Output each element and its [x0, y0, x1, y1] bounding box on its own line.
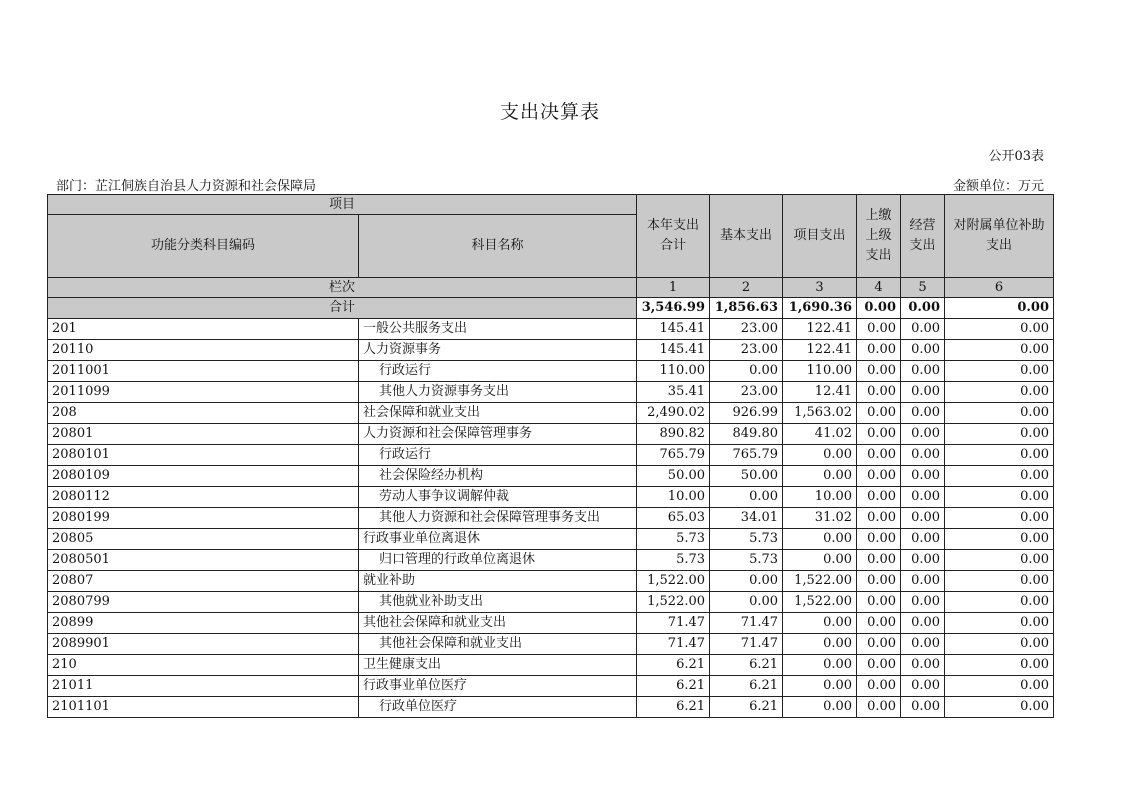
header-item: 项目 [48, 195, 637, 215]
column-number: 6 [945, 278, 1054, 298]
subject-code: 210 [48, 655, 359, 676]
subject-name: 行政事业单位医疗 [359, 676, 637, 697]
amount-cell: 5.73 [637, 529, 710, 550]
table-row [48, 634, 1054, 655]
amount-cell: 0.00 [857, 613, 901, 634]
amount-cell: 0.00 [857, 676, 901, 697]
subject-name: 其他就业补助支出 [359, 592, 637, 613]
amount-cell: 0.00 [783, 550, 857, 571]
amount-cell: 0.00 [857, 697, 901, 718]
table-row [48, 361, 1054, 382]
header-total: 本年支出合计 [637, 195, 710, 278]
amount-cell: 0.00 [710, 487, 783, 508]
subject-name: 社会保障和就业支出 [359, 403, 637, 424]
total-row [48, 298, 1054, 319]
expenditure-table [47, 194, 1054, 718]
total-value: 1,690.36 [783, 298, 857, 319]
amount-cell: 5.73 [710, 529, 783, 550]
subject-name: 就业补助 [359, 571, 637, 592]
amount-cell: 0.00 [901, 466, 945, 487]
amount-cell: 0.00 [857, 403, 901, 424]
header-subsidy: 对附属单位补助支出 [945, 195, 1054, 278]
amount-cell: 0.00 [857, 319, 901, 340]
amount-cell: 1,522.00 [637, 571, 710, 592]
table-row [48, 445, 1054, 466]
subject-name: 行政运行 [359, 361, 637, 382]
subject-name: 行政运行 [359, 445, 637, 466]
amount-cell: 0.00 [783, 655, 857, 676]
table-row [48, 382, 1054, 403]
subject-code: 2080112 [48, 487, 359, 508]
amount-cell: 765.79 [710, 445, 783, 466]
amount-cell: 0.00 [857, 466, 901, 487]
column-number: 3 [783, 278, 857, 298]
subject-code: 20110 [48, 340, 359, 361]
amount-cell: 0.00 [857, 529, 901, 550]
amount-cell: 0.00 [945, 529, 1054, 550]
subject-name: 其他社会保障和就业支出 [359, 613, 637, 634]
amount-cell: 71.47 [637, 613, 710, 634]
amount-cell: 0.00 [945, 508, 1054, 529]
amount-cell: 0.00 [857, 424, 901, 445]
subject-name: 人力资源和社会保障管理事务 [359, 424, 637, 445]
table-row [48, 508, 1054, 529]
amount-cell: 6.21 [710, 676, 783, 697]
total-value: 1,856.63 [710, 298, 783, 319]
subject-code: 21011 [48, 676, 359, 697]
subject-code: 20899 [48, 613, 359, 634]
amount-cell: 34.01 [710, 508, 783, 529]
amount-cell: 0.00 [857, 634, 901, 655]
amount-cell: 0.00 [857, 445, 901, 466]
table-row [48, 340, 1054, 361]
amount-cell: 0.00 [945, 550, 1054, 571]
amount-cell: 0.00 [857, 550, 901, 571]
amount-cell: 122.41 [783, 319, 857, 340]
table-row [48, 403, 1054, 424]
table-row [48, 655, 1054, 676]
amount-cell: 0.00 [945, 382, 1054, 403]
table-row [48, 487, 1054, 508]
subject-name: 人力资源事务 [359, 340, 637, 361]
amount-cell: 0.00 [945, 613, 1054, 634]
column-number: 5 [901, 278, 945, 298]
amount-cell: 50.00 [710, 466, 783, 487]
subject-code: 201 [48, 319, 359, 340]
amount-cell: 0.00 [901, 340, 945, 361]
amount-cell: 0.00 [945, 592, 1054, 613]
amount-cell: 1,522.00 [783, 571, 857, 592]
amount-cell: 0.00 [901, 634, 945, 655]
amount-cell: 0.00 [945, 655, 1054, 676]
table-row [48, 529, 1054, 550]
subject-name: 行政单位医疗 [359, 697, 637, 718]
column-number-label: 栏次 [48, 278, 637, 298]
subject-code: 20805 [48, 529, 359, 550]
subject-name: 其他社会保障和就业支出 [359, 634, 637, 655]
amount-cell: 6.21 [710, 697, 783, 718]
page-title: 支出决算表 [499, 101, 600, 123]
subject-name: 行政事业单位离退休 [359, 529, 637, 550]
amount-cell: 0.00 [901, 361, 945, 382]
amount-cell: 23.00 [710, 382, 783, 403]
amount-cell: 0.00 [901, 487, 945, 508]
table-row [48, 676, 1054, 697]
amount-cell: 5.73 [637, 550, 710, 571]
amount-cell: 0.00 [857, 655, 901, 676]
unit-label: 金额单位：万元 [952, 179, 1044, 194]
amount-cell: 6.21 [637, 655, 710, 676]
amount-cell: 23.00 [710, 340, 783, 361]
amount-cell: 1,563.02 [783, 403, 857, 424]
amount-cell: 0.00 [945, 424, 1054, 445]
amount-cell: 0.00 [901, 319, 945, 340]
header-row-item [48, 195, 1054, 215]
amount-cell: 0.00 [857, 571, 901, 592]
amount-cell: 0.00 [783, 697, 857, 718]
amount-cell: 0.00 [710, 571, 783, 592]
amount-cell: 6.21 [637, 676, 710, 697]
amount-cell: 0.00 [901, 403, 945, 424]
header-name: 科目名称 [359, 215, 637, 278]
amount-cell: 0.00 [945, 361, 1054, 382]
amount-cell: 41.02 [783, 424, 857, 445]
subject-code: 2101101 [48, 697, 359, 718]
amount-cell: 2,490.02 [637, 403, 710, 424]
amount-cell: 6.21 [637, 697, 710, 718]
header-code: 功能分类科目编码 [48, 215, 359, 278]
amount-cell: 849.80 [710, 424, 783, 445]
table-row [48, 424, 1054, 445]
amount-cell: 0.00 [901, 508, 945, 529]
amount-cell: 0.00 [901, 529, 945, 550]
table-row [48, 319, 1054, 340]
amount-cell: 0.00 [901, 550, 945, 571]
amount-cell: 0.00 [945, 466, 1054, 487]
amount-cell: 0.00 [857, 592, 901, 613]
header-project: 项目支出 [783, 195, 857, 278]
subject-code: 2011001 [48, 361, 359, 382]
amount-cell: 71.47 [710, 634, 783, 655]
total-value: 3,546.99 [637, 298, 710, 319]
total-label: 合计 [48, 298, 637, 319]
amount-cell: 0.00 [857, 382, 901, 403]
amount-cell: 0.00 [783, 676, 857, 697]
amount-cell: 65.03 [637, 508, 710, 529]
subject-name: 一般公共服务支出 [359, 319, 637, 340]
subject-code: 208 [48, 403, 359, 424]
amount-cell: 0.00 [901, 382, 945, 403]
amount-cell: 0.00 [710, 592, 783, 613]
amount-cell: 110.00 [637, 361, 710, 382]
amount-cell: 12.41 [783, 382, 857, 403]
amount-cell: 1,522.00 [783, 592, 857, 613]
table-row [48, 592, 1054, 613]
amount-cell: 765.79 [637, 445, 710, 466]
amount-cell: 145.41 [637, 319, 710, 340]
subject-name: 卫生健康支出 [359, 655, 637, 676]
subject-code: 2080109 [48, 466, 359, 487]
amount-cell: 122.41 [783, 340, 857, 361]
subject-code: 2080101 [48, 445, 359, 466]
subject-code: 2080501 [48, 550, 359, 571]
total-value: 0.00 [857, 298, 901, 319]
amount-cell: 0.00 [901, 571, 945, 592]
total-value: 0.00 [945, 298, 1054, 319]
amount-cell: 71.47 [710, 613, 783, 634]
subject-name: 其他人力资源事务支出 [359, 382, 637, 403]
column-number: 4 [857, 278, 901, 298]
amount-cell: 0.00 [945, 340, 1054, 361]
subject-code: 2080799 [48, 592, 359, 613]
amount-cell: 0.00 [945, 487, 1054, 508]
amount-cell: 0.00 [783, 466, 857, 487]
amount-cell: 0.00 [783, 529, 857, 550]
total-value: 0.00 [901, 298, 945, 319]
subject-name: 社会保险经办机构 [359, 466, 637, 487]
amount-cell: 0.00 [783, 634, 857, 655]
table-row [48, 571, 1054, 592]
amount-cell: 0.00 [857, 361, 901, 382]
column-number: 2 [710, 278, 783, 298]
header-basic: 基本支出 [710, 195, 783, 278]
subject-name: 归口管理的行政单位离退休 [359, 550, 637, 571]
header-operating: 经营支出 [901, 195, 945, 278]
table-row [48, 697, 1054, 718]
amount-cell: 0.00 [945, 697, 1054, 718]
amount-cell: 890.82 [637, 424, 710, 445]
subject-code: 20801 [48, 424, 359, 445]
amount-cell: 110.00 [783, 361, 857, 382]
column-number-row [48, 278, 1054, 298]
amount-cell: 0.00 [901, 676, 945, 697]
subject-code: 2080199 [48, 508, 359, 529]
subject-code: 2011099 [48, 382, 359, 403]
amount-cell: 50.00 [637, 466, 710, 487]
amount-cell: 0.00 [901, 697, 945, 718]
amount-cell: 5.73 [710, 550, 783, 571]
amount-cell: 10.00 [783, 487, 857, 508]
amount-cell: 0.00 [857, 340, 901, 361]
amount-cell: 0.00 [945, 403, 1054, 424]
amount-cell: 23.00 [710, 319, 783, 340]
amount-cell: 0.00 [945, 676, 1054, 697]
amount-cell: 0.00 [857, 487, 901, 508]
subject-name: 其他人力资源和社会保障管理事务支出 [359, 508, 637, 529]
column-number: 1 [637, 278, 710, 298]
amount-cell: 0.00 [945, 634, 1054, 655]
amount-cell: 0.00 [901, 424, 945, 445]
amount-cell: 0.00 [901, 655, 945, 676]
table-row [48, 466, 1054, 487]
amount-cell: 6.21 [710, 655, 783, 676]
subject-name: 劳动人事争议调解仲裁 [359, 487, 637, 508]
amount-cell: 71.47 [637, 634, 710, 655]
table-row [48, 613, 1054, 634]
subject-code: 2089901 [48, 634, 359, 655]
amount-cell: 0.00 [945, 445, 1054, 466]
amount-cell: 0.00 [857, 508, 901, 529]
amount-cell: 10.00 [637, 487, 710, 508]
amount-cell: 0.00 [901, 613, 945, 634]
amount-cell: 0.00 [901, 445, 945, 466]
department-label: 部门：芷江侗族自治县人力资源和社会保障局 [56, 179, 317, 194]
amount-cell: 35.41 [637, 382, 710, 403]
amount-cell: 0.00 [783, 445, 857, 466]
header-upper: 上缴上级支出 [857, 195, 901, 278]
amount-cell: 1,522.00 [637, 592, 710, 613]
amount-cell: 31.02 [783, 508, 857, 529]
amount-cell: 926.99 [710, 403, 783, 424]
amount-cell: 0.00 [945, 319, 1054, 340]
amount-cell: 0.00 [783, 613, 857, 634]
amount-cell: 0.00 [945, 571, 1054, 592]
table-row [48, 550, 1054, 571]
amount-cell: 145.41 [637, 340, 710, 361]
subject-code: 20807 [48, 571, 359, 592]
amount-cell: 0.00 [901, 592, 945, 613]
form-number: 公开03表 [988, 149, 1044, 164]
amount-cell: 0.00 [710, 361, 783, 382]
